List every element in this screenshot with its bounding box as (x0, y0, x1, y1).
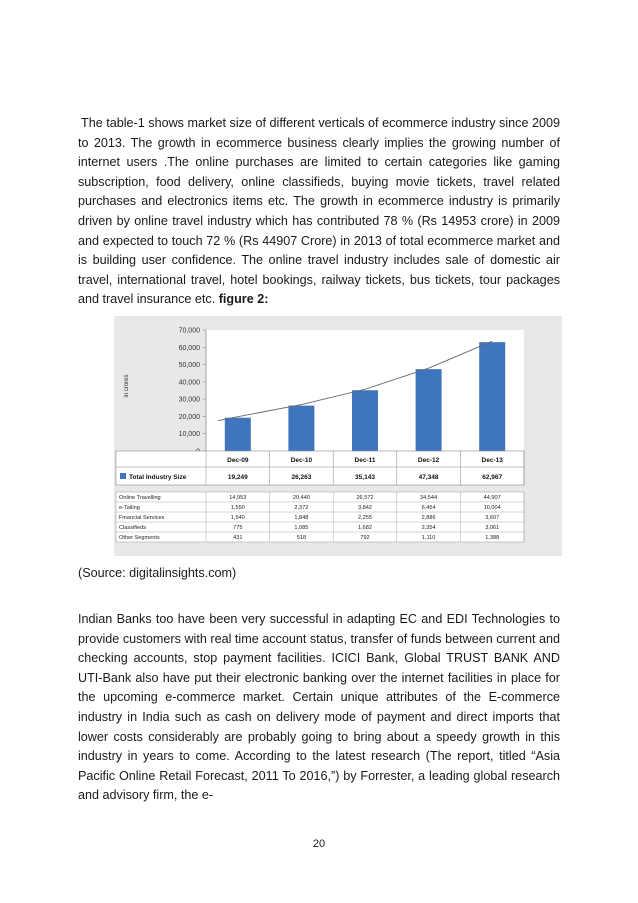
x-category-label: Dec-12 (417, 457, 440, 464)
segment-value: 2,372 (294, 505, 309, 511)
segment-value: 775 (233, 525, 243, 531)
bar-Dec-09 (225, 418, 251, 451)
legend-total-industry-size: Total Industry Size (129, 474, 187, 481)
segment-value: 1,388 (485, 535, 500, 541)
figure-source: (Source: digitalinsights.com) (78, 566, 237, 580)
total-value: 26,263 (291, 474, 312, 481)
page-number: 20 (312, 838, 326, 850)
segment-value: 2,886 (421, 515, 436, 521)
segment-value: 2,354 (421, 525, 436, 531)
segment-value: 20,440 (292, 495, 310, 501)
y-tick-label: 20,000 (178, 413, 200, 421)
segment-value: 1,085 (294, 525, 309, 531)
segment-label: Other Segments (119, 535, 160, 541)
segment-value: 1,682 (358, 525, 372, 531)
y-tick-label: 30,000 (178, 396, 200, 404)
bar-Dec-10 (288, 406, 314, 451)
paragraph-market-size-text: The table-1 shows market size of different verticals of ecommerce industry since 2009 to 2013. The growth in ecommerce business clearly implies the growing number of internet users .The online purchases are limited to certain categories like gaming subscription, food delivery, online classifieds, buying movie tickets, travel related purchases and electronics items etc. The growth in ecommerce industry is primarily driven by online travel industry which has contributed 78 % (Rs 14953 crore) in 2009 and expected to touch 72 % (Rs 44907 Crore) in 2013 of total ecommerce market and is building user confidence. The online travel industry includes sale of domestic air travel, international travel, hotel bookings, railway tickets, bus tickets, tour packages and travel insurance etc. (78, 116, 560, 307)
segment-value: 518 (296, 535, 307, 541)
y-tick-label: 40,000 (178, 379, 200, 387)
segment-label: Online Travelling (119, 495, 161, 501)
segment-value: 3,607 (485, 515, 500, 521)
segment-value: 2,255 (358, 515, 372, 521)
x-category-label: Dec-13 (481, 457, 503, 464)
segments-table (116, 492, 524, 542)
y-tick-label: 70,000 (178, 327, 200, 335)
segment-value: 1,540 (230, 515, 245, 521)
segment-value: 1,848 (294, 515, 309, 521)
x-category-label: Dec-11 (354, 457, 376, 464)
y-tick-label: 60,000 (178, 344, 200, 352)
y-tick-label: 50,000 (178, 362, 200, 370)
bar-Dec-13 (479, 342, 505, 451)
legend-swatch (120, 473, 126, 479)
figure-2-label: figure 2: (218, 292, 269, 307)
total-value: 62,967 (482, 474, 503, 481)
bar-Dec-11 (352, 390, 378, 451)
segment-value: 6,454 (421, 505, 436, 511)
market-size-chart (114, 316, 562, 556)
total-value: 47,348 (418, 474, 439, 481)
segment-value: 3,842 (358, 505, 372, 511)
ecommerce-market-size-figure (114, 316, 562, 556)
segment-label: Classifieds (119, 525, 147, 531)
segment-value: 3,061 (485, 525, 500, 531)
segment-value: 26,572 (356, 495, 374, 501)
segment-value: 34,544 (420, 495, 438, 501)
x-category-label: Dec-10 (290, 457, 313, 464)
segment-value: 44,907 (483, 495, 501, 501)
segment-value: 14,953 (229, 495, 247, 501)
total-value: 19,249 (227, 474, 248, 481)
segment-label: Financial Services (119, 515, 165, 521)
segment-value: 10,004 (483, 505, 501, 511)
segment-value: 431 (233, 535, 243, 541)
paragraph-indian-banks: Indian Banks too have been very successful in adapting EC and EDI Technologies to provide customers with real time account status, transfer of funds between current and checking accounts, stop payment facilities. ICICI Bank, Global TRUST BANK AND UTI-Bank also have put their electronic banking over the internet facilities in place for the upcoming e-commerce market. Certain unique attributes of the E-commerce industry in India such as cash on delivery mode of payment and direct imports that lower costs considerably are probably going to bring about a speedy growth in this industry in years to come. According to the latest research (The report, titled “Asia Pacific Online Retail Forecast, 2011 To 2016,”) by Forrester, a leading global research and advisory firm, the e- (78, 612, 560, 803)
y-axis-label: in crores (124, 374, 130, 398)
paragraph-market-size (78, 114, 560, 310)
segment-value: 1,110 (421, 535, 436, 541)
bar-Dec-12 (416, 369, 442, 451)
y-tick-label: 10,000 (178, 431, 200, 439)
segment-value: 1,550 (230, 505, 245, 511)
total-value: 35,143 (355, 474, 375, 481)
x-category-label: Dec-09 (227, 457, 249, 464)
segment-label: e-Tailing (119, 505, 140, 511)
segment-value: 792 (360, 535, 370, 541)
